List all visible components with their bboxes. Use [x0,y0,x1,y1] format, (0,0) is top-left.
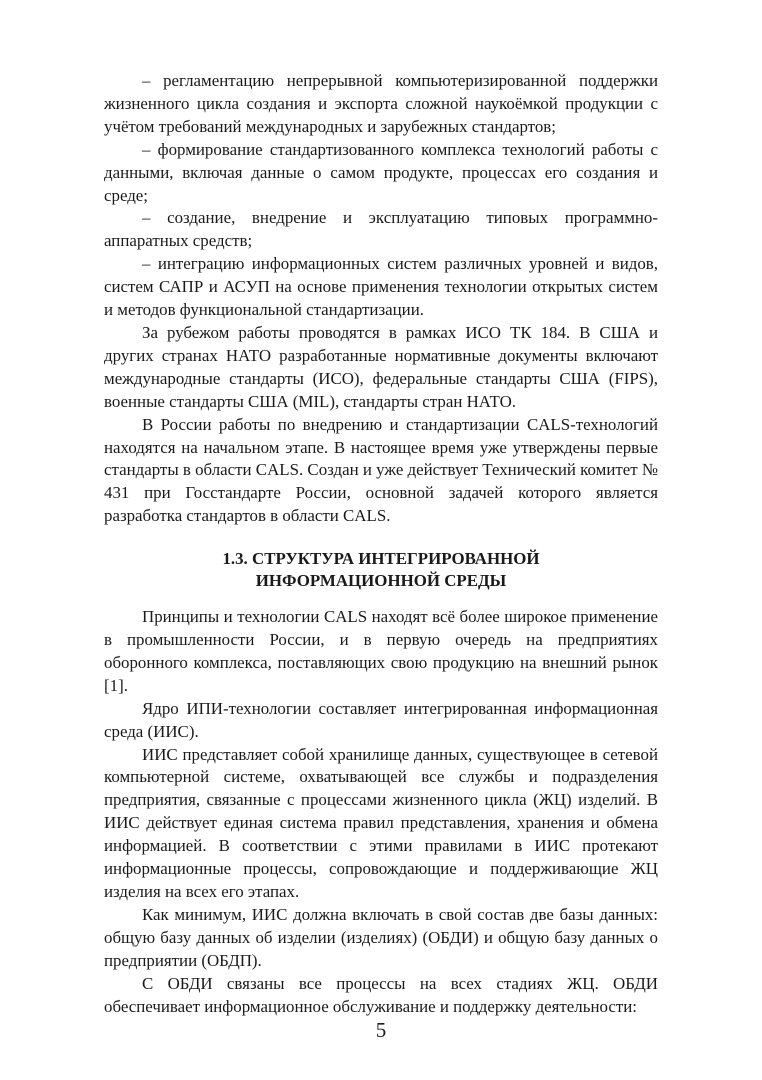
paragraph-obdi: С ОБДИ связаны все процессы на всех стадиях ЖЦ. ОБДИ обеспечивает информационное обслуживание и поддержку деятельности: [104,973,658,1016]
section-heading [104,548,658,592]
list-item-typical-tools: – создание, внедрение и эксплуатацию типовых программно-аппаратных средств; [104,208,658,251]
paragraph-russia: В России работы по внедрению и стандартизации CALS-технологий находятся на начальном этапе. В настоящее время уже утверждены первые стандарты в области CALS. Создан и уже действует Технический комитет № 431 при Госстандарте России, основной задачей которого является разработка стандартов в области CALS. [104,414,658,526]
section-heading-line-1: 1.3. СТРУКТУРА ИНТЕГРИРОВАННОЙ [222,549,540,569]
paragraph-databases: Как минимум, ИИС должна включать в свой состав две базы данных: общую базу данных об изделии (изделиях) (ОБДИ) и общую базу данных о предприятии (ОБДП). [104,904,658,970]
paragraph-abroad: За рубежом работы проводятся в рамках ИСО ТК 184. В США и других странах НАТО разработанные нормативные документы включают международные стандарты (ИСО), федеральные стандарты США (FIPS), военные стандарты США (MIL), стандарты стран НАТО. [104,322,658,411]
page-number: 5 [375,1018,387,1042]
list-item-integration: – интеграцию информационных систем различных уровней и видов, систем САПР и АСУП на основе применения технологии открытых систем и методов функциональной стандартизации. [104,254,658,320]
section-heading-line-2: ИНФОРМАЦИОННОЙ СРЕДЫ [255,571,507,591]
paragraph-principles: Принципы и технологии CALS находят всё более широкое применение в промышленности России, и в первую очередь на предприятиях оборонного комплекса, поставляющих свою продукцию на внешний рынок [1]. [104,607,658,695]
page-body [104,70,658,1018]
paragraph-core: Ядро ИПИ-технологии составляет интегрированная информационная среда (ИИС). [104,698,658,741]
list-item-regulation: – регламентацию непрерывной компьютеризированной поддержки жизненного цикла создания и экспорта сложной наукоёмкой продукции с учётом требований международных и зарубежных стандартов; [104,71,658,136]
list-item-standardized-complex: – формирование стандартизованного комплекса технологий работы с данными, включая данные о самом продукте, процессах его создания и среде; [104,139,658,205]
paragraph-iis-definition: ИИС представляет собой хранилище данных, существующее в сетевой компьютерной системе, охватывающей все службы и подразделения предприятия, связанные с процессами жизненного цикла (ЖЦ) изделий. В ИИС действует единая система правил представления, хранения и обмена информацией. В соответствии с этими правилами в ИИС протекают информационные процессы, сопровождающие и поддерживающие ЖЦ изделия на всех его этапах. [104,744,658,901]
